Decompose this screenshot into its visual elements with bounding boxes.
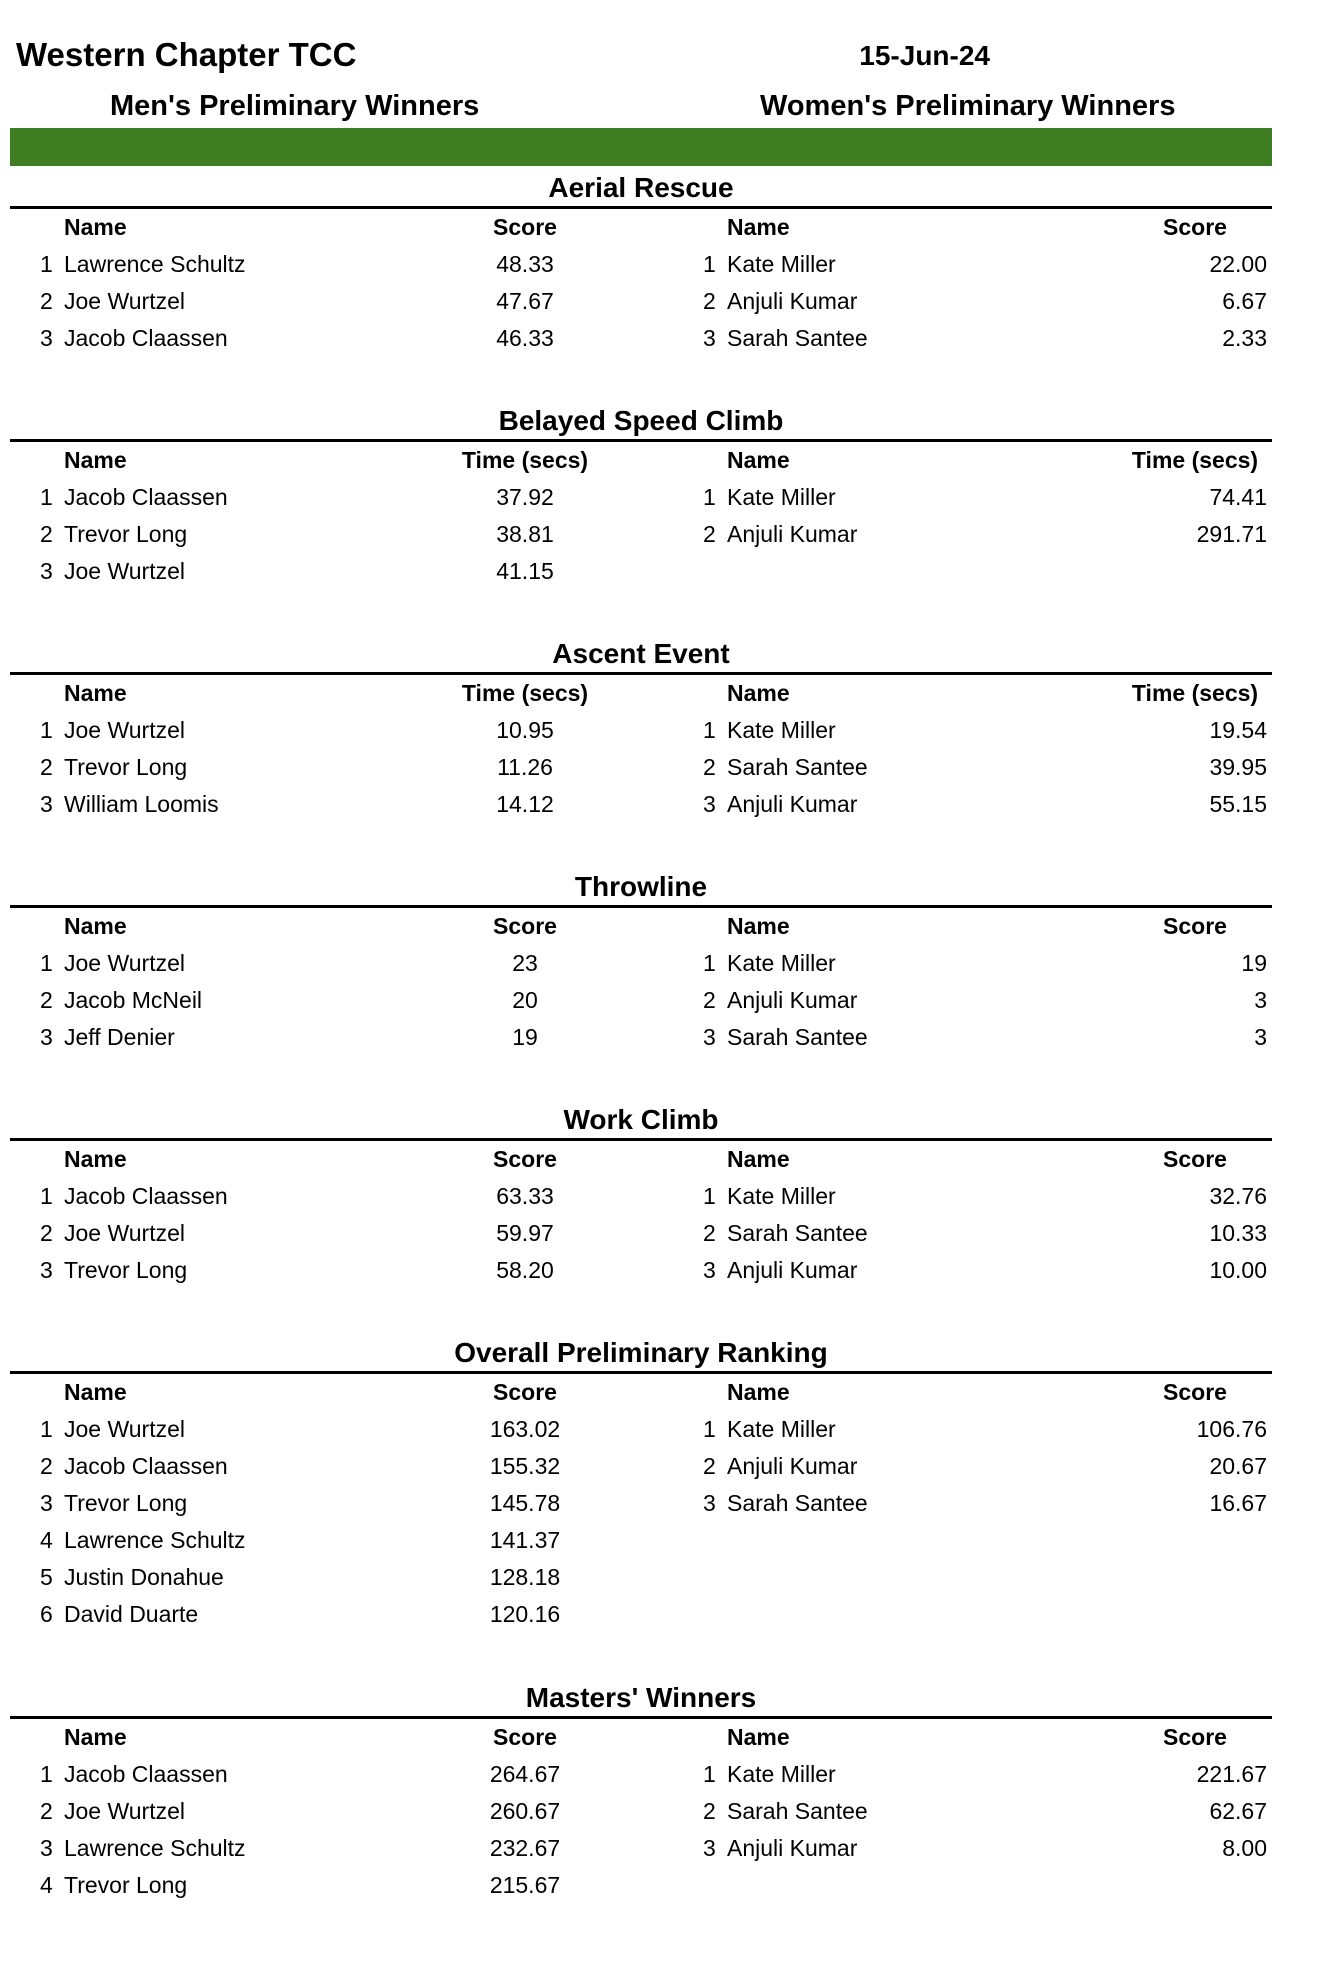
men-rank: 2 xyxy=(40,1798,53,1824)
women-rank: 2 xyxy=(703,754,716,780)
women-name: Kate Miller xyxy=(727,950,836,976)
men-rank: 4 xyxy=(40,1527,53,1553)
men-value-header: Score xyxy=(493,214,557,240)
women-value: 19.54 xyxy=(1209,717,1267,743)
men-rank: 5 xyxy=(40,1564,53,1590)
column-header-row xyxy=(10,1719,1272,1756)
men-value: 264.67 xyxy=(489,1761,561,1787)
column-header-row xyxy=(10,675,1272,712)
men-rank: 1 xyxy=(40,1761,53,1787)
men-rank: 3 xyxy=(40,1257,53,1283)
men-value-header: Time (secs) xyxy=(461,680,589,706)
women-value: 2.33 xyxy=(1222,325,1267,351)
women-value: 10.00 xyxy=(1209,1257,1267,1283)
women-rank: 1 xyxy=(703,950,716,976)
men-name: Joe Wurtzel xyxy=(64,558,186,584)
women-value-header: Score xyxy=(1163,1724,1227,1750)
women-name: Anjuli Kumar xyxy=(727,791,858,817)
women-value: 3 xyxy=(1254,1024,1267,1050)
section-3 xyxy=(10,869,1272,1056)
table-row xyxy=(10,982,1272,1019)
women-value-header: Time (secs) xyxy=(1131,680,1259,706)
women-rank: 2 xyxy=(703,987,716,1013)
table-row xyxy=(10,1596,1272,1633)
women-rank: 2 xyxy=(703,1453,716,1479)
women-value: 106.76 xyxy=(1196,1416,1267,1442)
men-name: Lawrence Schultz xyxy=(64,251,246,277)
women-name: Sarah Santee xyxy=(727,325,868,351)
men-rank: 2 xyxy=(40,987,53,1013)
column-header-row xyxy=(10,1374,1272,1411)
men-value: 10.95 xyxy=(496,717,554,743)
men-rank: 4 xyxy=(40,1872,53,1898)
women-name-header: Name xyxy=(727,1146,790,1172)
men-name: Joe Wurtzel xyxy=(64,1798,186,1824)
women-value: 19 xyxy=(1241,950,1267,976)
women-name: Anjuli Kumar xyxy=(727,1257,858,1283)
men-value-header: Score xyxy=(493,1379,557,1405)
women-rank: 1 xyxy=(703,484,716,510)
table-row xyxy=(10,749,1272,786)
men-rank: 1 xyxy=(40,950,53,976)
men-name: Joe Wurtzel xyxy=(64,717,186,743)
women-value-header: Time (secs) xyxy=(1131,447,1259,473)
men-rank: 2 xyxy=(40,754,53,780)
section-2 xyxy=(10,636,1272,823)
women-name-header: Name xyxy=(727,680,790,706)
table-row xyxy=(10,479,1272,516)
men-name: Trevor Long xyxy=(64,1490,188,1516)
table-row xyxy=(10,516,1272,553)
men-name-header: Name xyxy=(64,1146,127,1172)
women-value-header: Score xyxy=(1163,1146,1227,1172)
men-rank: 3 xyxy=(40,791,53,817)
table-row xyxy=(10,786,1272,823)
men-name: Trevor Long xyxy=(64,754,188,780)
column-header-row xyxy=(10,1141,1272,1178)
men-value: 141.37 xyxy=(489,1527,561,1553)
table-row xyxy=(10,1448,1272,1485)
table-row xyxy=(10,553,1272,590)
men-value: 20 xyxy=(512,987,538,1013)
women-value: 221.67 xyxy=(1196,1761,1267,1787)
men-rank: 3 xyxy=(40,558,53,584)
men-name: Joe Wurtzel xyxy=(64,288,186,314)
men-rank: 1 xyxy=(40,484,53,510)
men-name-header: Name xyxy=(64,447,127,473)
men-value: 163.02 xyxy=(489,1416,561,1442)
women-name: Anjuli Kumar xyxy=(727,1453,858,1479)
men-value-header: Score xyxy=(493,1146,557,1172)
women-name: Kate Miller xyxy=(727,251,836,277)
men-value: 46.33 xyxy=(496,325,554,351)
women-value: 22.00 xyxy=(1209,251,1267,277)
women-rank: 2 xyxy=(703,1798,716,1824)
women-rank: 3 xyxy=(703,1024,716,1050)
men-name-header: Name xyxy=(64,1379,127,1405)
men-name: Trevor Long xyxy=(64,1257,188,1283)
women-name: Sarah Santee xyxy=(727,1798,868,1824)
women-value: 20.67 xyxy=(1209,1453,1267,1479)
women-value-header: Score xyxy=(1163,214,1227,240)
men-value: 37.92 xyxy=(496,484,554,510)
women-rank: 3 xyxy=(703,1257,716,1283)
men-name: Justin Donahue xyxy=(64,1564,224,1590)
column-header-row xyxy=(10,908,1272,945)
men-value: 155.32 xyxy=(489,1453,561,1479)
women-rank: 2 xyxy=(703,521,716,547)
men-rank: 2 xyxy=(40,1220,53,1246)
men-value: 63.33 xyxy=(496,1183,554,1209)
men-value: 215.67 xyxy=(489,1872,561,1898)
women-rank: 1 xyxy=(703,1416,716,1442)
men-name: Trevor Long xyxy=(64,521,188,547)
men-name-header: Name xyxy=(64,913,127,939)
accent-bar xyxy=(10,128,1272,166)
table-row xyxy=(10,1756,1272,1793)
table-row xyxy=(10,712,1272,749)
women-value: 32.76 xyxy=(1209,1183,1267,1209)
section-1 xyxy=(10,403,1272,590)
section-6 xyxy=(10,1680,1272,1904)
men-rank: 3 xyxy=(40,1024,53,1050)
women-value: 62.67 xyxy=(1209,1798,1267,1824)
men-value-header: Score xyxy=(493,1724,557,1750)
women-value-header: Score xyxy=(1163,913,1227,939)
men-name-header: Name xyxy=(64,1724,127,1750)
women-name: Kate Miller xyxy=(727,484,836,510)
women-value: 3 xyxy=(1254,987,1267,1013)
men-value: 145.78 xyxy=(489,1490,561,1516)
women-value: 8.00 xyxy=(1222,1835,1267,1861)
table-row xyxy=(10,1867,1272,1904)
organization-title: Western Chapter TCC xyxy=(16,36,357,73)
women-name: Sarah Santee xyxy=(727,1220,868,1246)
women-rank: 1 xyxy=(703,251,716,277)
men-name: Jeff Denier xyxy=(64,1024,175,1050)
table-row xyxy=(10,246,1272,283)
women-rank: 1 xyxy=(703,717,716,743)
men-value: 47.67 xyxy=(496,288,554,314)
women-value: 74.41 xyxy=(1209,484,1267,510)
women-name: Kate Miller xyxy=(727,1183,836,1209)
section-4 xyxy=(10,1102,1272,1289)
men-value: 120.16 xyxy=(489,1601,561,1627)
women-value: 55.15 xyxy=(1209,791,1267,817)
table-row xyxy=(10,283,1272,320)
men-name: Jacob Claassen xyxy=(64,325,228,351)
women-name: Anjuli Kumar xyxy=(727,987,858,1013)
women-name-header: Name xyxy=(727,913,790,939)
men-value: 23 xyxy=(512,950,538,976)
women-name-header: Name xyxy=(727,214,790,240)
men-name-header: Name xyxy=(64,214,127,240)
table-row xyxy=(10,1559,1272,1596)
men-value: 232.67 xyxy=(489,1835,561,1861)
men-name: Trevor Long xyxy=(64,1872,188,1898)
column-header-row xyxy=(10,209,1272,246)
event-date: 15-Jun-24 xyxy=(859,40,990,71)
men-rank: 3 xyxy=(40,1835,53,1861)
women-value: 6.67 xyxy=(1222,288,1267,314)
men-rank: 6 xyxy=(40,1601,53,1627)
men-value: 11.26 xyxy=(497,754,553,780)
women-value: 16.67 xyxy=(1209,1490,1267,1516)
men-name: William Loomis xyxy=(64,791,219,817)
women-value: 39.95 xyxy=(1209,754,1267,780)
men-rank: 2 xyxy=(40,288,53,314)
men-value: 19 xyxy=(512,1024,538,1050)
table-row xyxy=(10,1485,1272,1522)
men-rank: 3 xyxy=(40,1490,53,1516)
women-name: Kate Miller xyxy=(727,1416,836,1442)
men-name-header: Name xyxy=(64,680,127,706)
women-rank: 1 xyxy=(703,1761,716,1787)
men-name: Jacob McNeil xyxy=(64,987,203,1013)
table-row xyxy=(10,1830,1272,1867)
men-rank: 1 xyxy=(40,251,53,277)
section-0 xyxy=(10,170,1272,357)
men-rank: 1 xyxy=(40,1416,53,1442)
men-rank: 1 xyxy=(40,1183,53,1209)
women-heading: Women's Preliminary Winners xyxy=(760,90,1176,122)
men-name: Jacob Claassen xyxy=(64,1453,228,1479)
men-value: 14.12 xyxy=(496,791,554,817)
men-name: Jacob Claassen xyxy=(64,1761,228,1787)
men-rank: 1 xyxy=(40,717,53,743)
men-rank: 2 xyxy=(40,1453,53,1479)
women-name-header: Name xyxy=(727,447,790,473)
women-rank: 3 xyxy=(703,1835,716,1861)
men-value: 128.18 xyxy=(489,1564,561,1590)
women-rank: 2 xyxy=(703,288,716,314)
men-value: 260.67 xyxy=(489,1798,561,1824)
women-name: Anjuli Kumar xyxy=(727,288,858,314)
table-row xyxy=(10,1522,1272,1559)
section-title: Work Climb xyxy=(563,1104,719,1135)
section-title: Ascent Event xyxy=(552,638,730,669)
men-name: Joe Wurtzel xyxy=(64,1220,186,1246)
women-rank: 3 xyxy=(703,325,716,351)
men-value: 38.81 xyxy=(496,521,554,547)
section-5 xyxy=(10,1335,1272,1633)
column-header-row xyxy=(10,442,1272,479)
section-title: Overall Preliminary Ranking xyxy=(454,1337,828,1368)
men-name: Joe Wurtzel xyxy=(64,1416,186,1442)
women-name: Sarah Santee xyxy=(727,754,868,780)
men-name: Lawrence Schultz xyxy=(64,1527,246,1553)
section-title: Aerial Rescue xyxy=(548,172,734,203)
section-title: Belayed Speed Climb xyxy=(498,405,784,436)
men-heading: Men's Preliminary Winners xyxy=(110,90,480,122)
women-rank: 3 xyxy=(703,791,716,817)
women-rank: 3 xyxy=(703,1490,716,1516)
women-rank: 1 xyxy=(703,1183,716,1209)
women-name: Sarah Santee xyxy=(727,1490,868,1516)
section-title: Masters' Winners xyxy=(525,1682,757,1713)
women-value: 291.71 xyxy=(1196,521,1267,547)
women-name-header: Name xyxy=(727,1379,790,1405)
men-name: Joe Wurtzel xyxy=(64,950,186,976)
women-name: Anjuli Kumar xyxy=(727,1835,858,1861)
women-name: Kate Miller xyxy=(727,717,836,743)
table-row xyxy=(10,945,1272,982)
women-value: 10.33 xyxy=(1209,1220,1267,1246)
section-title: Throwline xyxy=(574,871,708,902)
women-name: Sarah Santee xyxy=(727,1024,868,1050)
table-row xyxy=(10,1252,1272,1289)
table-row xyxy=(10,1215,1272,1252)
women-rank: 2 xyxy=(703,1220,716,1246)
table-row xyxy=(10,1178,1272,1215)
men-rank: 3 xyxy=(40,325,53,351)
men-name: David Duarte xyxy=(64,1601,199,1627)
table-row xyxy=(10,1793,1272,1830)
men-name: Jacob Claassen xyxy=(64,1183,228,1209)
women-value-header: Score xyxy=(1163,1379,1227,1405)
men-value-header: Time (secs) xyxy=(461,447,589,473)
men-name: Jacob Claassen xyxy=(64,484,228,510)
men-value: 59.97 xyxy=(496,1220,554,1246)
women-name: Kate Miller xyxy=(727,1761,836,1787)
table-row xyxy=(10,1019,1272,1056)
women-name: Anjuli Kumar xyxy=(727,521,858,547)
table-row xyxy=(10,1411,1272,1448)
women-name-header: Name xyxy=(727,1724,790,1750)
table-row xyxy=(10,320,1272,357)
men-value: 48.33 xyxy=(496,251,554,277)
men-name: Lawrence Schultz xyxy=(64,1835,246,1861)
men-value: 58.20 xyxy=(496,1257,554,1283)
men-value-header: Score xyxy=(493,913,557,939)
men-value: 41.15 xyxy=(496,558,554,584)
men-rank: 2 xyxy=(40,521,53,547)
